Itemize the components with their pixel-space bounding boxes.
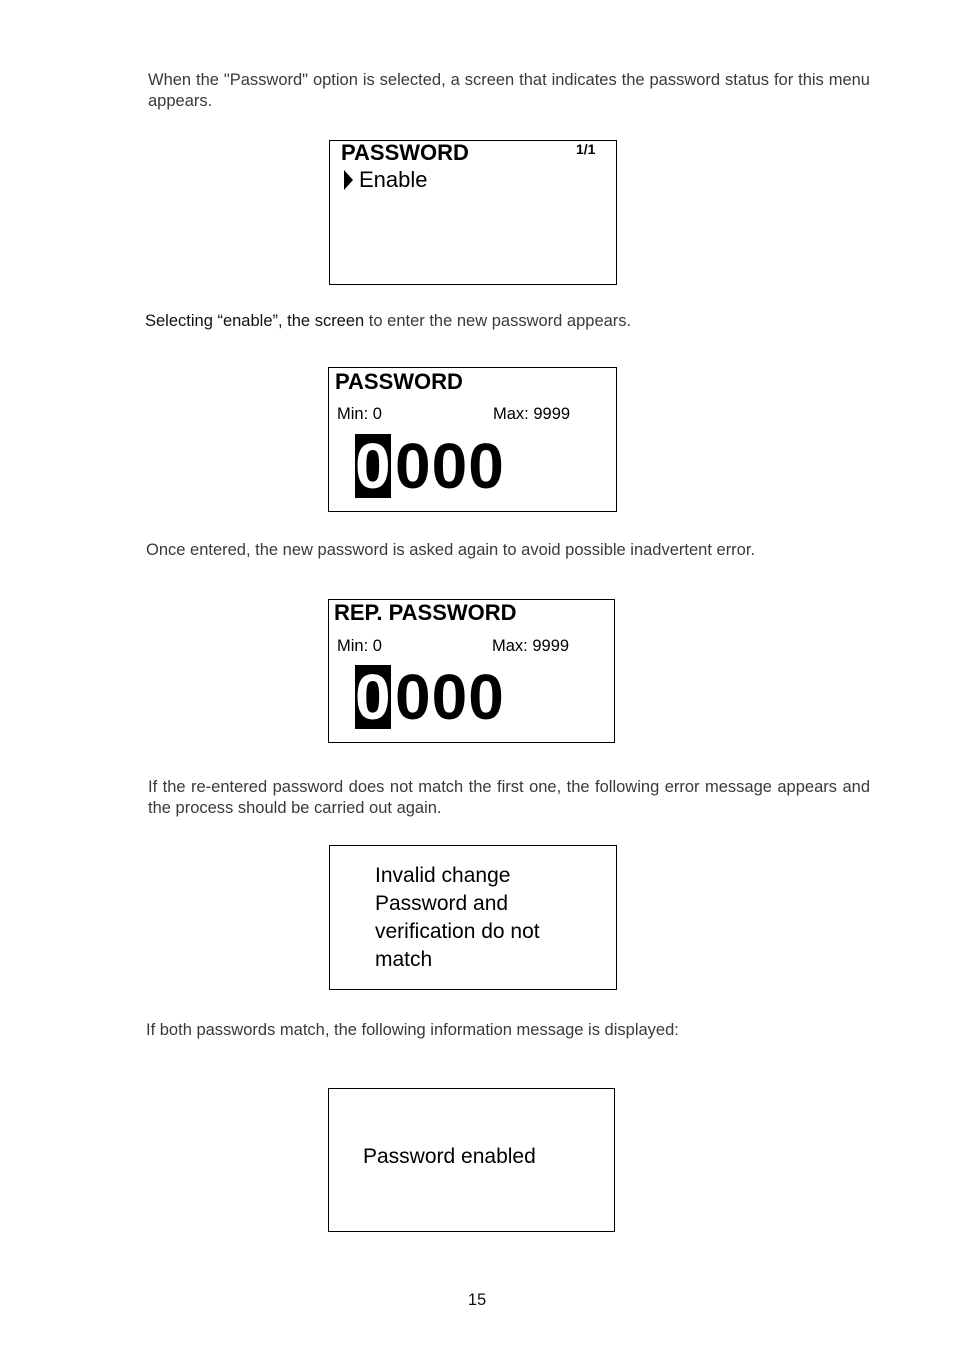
error-line-4: match [375,948,433,971]
screen-title: PASSWORD [341,140,469,165]
password-digits [355,430,505,502]
password-status-screen [329,140,617,285]
match-paragraph: If both passwords match, the following information message is displayed: [146,1021,679,1039]
repeat-password-screen [328,599,615,743]
max-label: Max: 9999 [492,637,570,655]
error-line-1: Invalid change [375,864,511,887]
page-number: 15 [467,1291,487,1309]
error-message [375,862,540,974]
enable-paragraph-part1: Selecting “enable”, the screen [145,312,365,330]
page-indicator: 1/1 [576,141,596,157]
error-line-3: verification do not [375,920,540,943]
remaining-digits: 000 [395,430,505,502]
error-message-screen [329,845,617,990]
cursor-digit: 0 [355,661,392,733]
info-message: Password enabled [363,1145,536,1168]
mismatch-paragraph: If the re-entered password does not match the first one, the following error message appears and the process should be carried out again. [148,778,870,817]
repeat-paragraph: Once entered, the new password is asked again to avoid possible inadvertent error. [146,541,756,559]
max-label: Max: 9999 [493,405,571,423]
selection-arrow-icon [344,170,353,190]
min-label: Min: 0 [337,405,382,423]
enable-paragraph-part2: to enter the new password appears. [364,312,632,330]
new-password-screen [328,367,617,512]
enable-paragraph [145,311,885,332]
info-message-screen [328,1088,615,1232]
menu-item-enable [344,168,428,192]
remaining-digits: 000 [395,661,505,733]
intro-paragraph: When the "Password" option is selected, a screen that indicates the password status for this menu appears. [148,71,870,110]
error-line-2: Password and [375,892,509,915]
screen-title: PASSWORD [335,369,463,394]
menu-item-label: Enable [359,167,428,192]
cursor-digit: 0 [355,430,392,502]
min-label: Min: 0 [337,637,382,655]
password-digits [355,661,505,733]
screen-title: REP. PASSWORD [334,600,517,625]
